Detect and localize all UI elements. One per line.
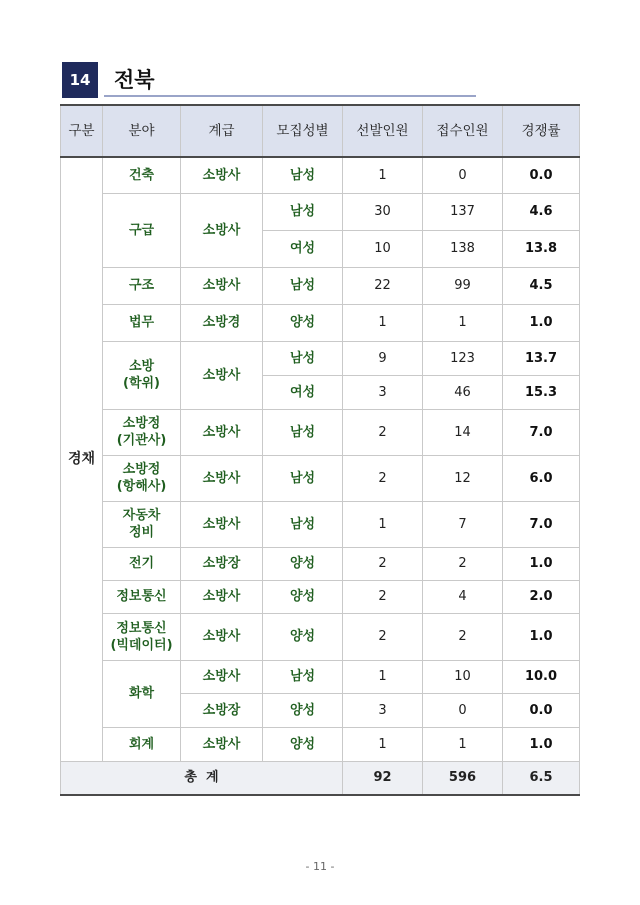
applied-cell: 46	[423, 375, 503, 409]
rank-cell: 소방사	[181, 193, 263, 267]
rank-cell: 소방장	[181, 547, 263, 580]
total-row	[61, 761, 580, 795]
ratio-cell: 10.0	[503, 660, 580, 693]
field-label-line: (빅데이터)	[110, 637, 173, 653]
table-row	[61, 455, 580, 501]
table-row	[61, 341, 580, 375]
total-selected: 92	[343, 761, 423, 795]
section-title: 전북	[114, 68, 155, 92]
field-label-line: 건축	[128, 167, 155, 183]
field-cell	[103, 341, 181, 409]
gender-cell: 남성	[263, 455, 343, 501]
ratio-cell: 6.0	[503, 455, 580, 501]
field-cell	[103, 727, 181, 761]
total-ratio: 6.5	[503, 761, 580, 795]
rank-cell: 소방장	[181, 693, 263, 727]
table-body	[61, 157, 580, 761]
gender-cell: 양성	[263, 613, 343, 660]
selected-cell: 1	[343, 501, 423, 547]
header-rank: 계급	[181, 105, 263, 157]
table-row	[61, 409, 580, 455]
field-cell	[103, 580, 181, 613]
section-underline	[104, 95, 476, 97]
selected-cell: 2	[343, 613, 423, 660]
rank-cell: 소방사	[181, 267, 263, 304]
table-row	[61, 193, 580, 230]
gender-cell: 양성	[263, 693, 343, 727]
selected-cell: 2	[343, 455, 423, 501]
total-label: 총 계	[61, 761, 343, 795]
rank-cell: 소방사	[181, 409, 263, 455]
table-row	[61, 157, 580, 193]
gender-cell: 양성	[263, 304, 343, 341]
rank-cell: 소방사	[181, 613, 263, 660]
gender-cell: 여성	[263, 230, 343, 267]
field-label-line: 정비	[128, 525, 155, 540]
ratio-cell: 1.0	[503, 547, 580, 580]
field-label-line: 소방정	[122, 416, 161, 431]
field-label-line: 정보통신	[116, 620, 167, 636]
table-row	[61, 580, 580, 613]
recruitment-table	[60, 104, 580, 796]
table-row	[61, 660, 580, 693]
field-label-line: 구급	[128, 222, 155, 238]
field-label-line: (기관사)	[116, 433, 167, 448]
ratio-cell: 4.6	[503, 193, 580, 230]
applied-cell: 10	[423, 660, 503, 693]
applied-cell: 12	[423, 455, 503, 501]
gubun-cell: 경채	[61, 157, 103, 761]
field-label-line: 자동차	[122, 508, 161, 523]
field-label-line: (항해사)	[116, 479, 167, 494]
rank-cell: 소방사	[181, 157, 263, 193]
applied-cell: 123	[423, 341, 503, 375]
applied-cell: 137	[423, 193, 503, 230]
applied-cell: 2	[423, 547, 503, 580]
rank-cell: 소방경	[181, 304, 263, 341]
gender-cell: 남성	[263, 660, 343, 693]
field-cell	[103, 547, 181, 580]
rank-cell: 소방사	[181, 660, 263, 693]
field-label-line: 전기	[128, 556, 155, 571]
field-cell	[103, 455, 181, 501]
header-gubun: 구분	[61, 105, 103, 157]
field-label-line: 소방정	[122, 462, 161, 477]
ratio-cell: 7.0	[503, 409, 580, 455]
gender-cell: 남성	[263, 267, 343, 304]
rank-cell: 소방사	[181, 727, 263, 761]
ratio-cell: 13.8	[503, 230, 580, 267]
table-row	[61, 727, 580, 761]
field-label-line: (학위)	[123, 376, 160, 391]
table-row	[61, 304, 580, 341]
ratio-cell: 13.7	[503, 341, 580, 375]
selected-cell: 2	[343, 409, 423, 455]
gender-cell: 남성	[263, 409, 343, 455]
page-number: - 11 -	[305, 860, 335, 873]
header-ratio: 경쟁률	[503, 105, 580, 157]
header-gender: 모집성별	[263, 105, 343, 157]
applied-cell: 7	[423, 501, 503, 547]
section-number-badge: 14	[62, 62, 98, 98]
rank-cell: 소방사	[181, 580, 263, 613]
field-cell	[103, 267, 181, 304]
ratio-cell: 1.0	[503, 613, 580, 660]
selected-cell: 30	[343, 193, 423, 230]
ratio-cell: 2.0	[503, 580, 580, 613]
header-applied: 접수인원	[423, 105, 503, 157]
table-header-row	[61, 105, 580, 157]
selected-cell: 1	[343, 304, 423, 341]
selected-cell: 3	[343, 375, 423, 409]
total-applied: 596	[423, 761, 503, 795]
field-cell	[103, 660, 181, 727]
applied-cell: 2	[423, 613, 503, 660]
header-field: 분야	[103, 105, 181, 157]
gender-cell: 양성	[263, 547, 343, 580]
rank-cell: 소방사	[181, 501, 263, 547]
gender-cell: 여성	[263, 375, 343, 409]
selected-cell: 10	[343, 230, 423, 267]
field-cell	[103, 613, 181, 660]
selected-cell: 22	[343, 267, 423, 304]
selected-cell: 1	[343, 660, 423, 693]
selected-cell: 1	[343, 157, 423, 193]
selected-cell: 2	[343, 580, 423, 613]
ratio-cell: 4.5	[503, 267, 580, 304]
ratio-cell: 7.0	[503, 501, 580, 547]
applied-cell: 99	[423, 267, 503, 304]
field-label-line: 소방	[128, 359, 155, 374]
field-label-line: 화학	[128, 686, 155, 701]
selected-cell: 3	[343, 693, 423, 727]
rank-cell: 소방사	[181, 341, 263, 409]
applied-cell: 0	[423, 693, 503, 727]
gender-cell: 양성	[263, 580, 343, 613]
gender-cell: 양성	[263, 727, 343, 761]
table-row	[61, 267, 580, 304]
ratio-cell: 15.3	[503, 375, 580, 409]
gender-cell: 남성	[263, 341, 343, 375]
applied-cell: 1	[423, 727, 503, 761]
selected-cell: 9	[343, 341, 423, 375]
field-label-line: 회계	[128, 736, 155, 752]
applied-cell: 0	[423, 157, 503, 193]
table-row	[61, 613, 580, 660]
ratio-cell: 1.0	[503, 727, 580, 761]
field-cell	[103, 193, 181, 267]
table-row	[61, 547, 580, 580]
applied-cell: 138	[423, 230, 503, 267]
rank-cell: 소방사	[181, 455, 263, 501]
applied-cell: 14	[423, 409, 503, 455]
field-label-line: 정보통신	[116, 589, 167, 604]
applied-cell: 1	[423, 304, 503, 341]
field-label-line: 법무	[128, 315, 155, 330]
ratio-cell: 1.0	[503, 304, 580, 341]
selected-cell: 2	[343, 547, 423, 580]
header-selected: 선발인원	[343, 105, 423, 157]
field-cell	[103, 409, 181, 455]
ratio-cell: 0.0	[503, 157, 580, 193]
gender-cell: 남성	[263, 157, 343, 193]
selected-cell: 1	[343, 727, 423, 761]
table-row	[61, 501, 580, 547]
field-label-line: 구조	[128, 278, 155, 293]
field-cell	[103, 501, 181, 547]
field-cell	[103, 157, 181, 193]
field-cell	[103, 304, 181, 341]
applied-cell: 4	[423, 580, 503, 613]
gender-cell: 남성	[263, 501, 343, 547]
ratio-cell: 0.0	[503, 693, 580, 727]
gender-cell: 남성	[263, 193, 343, 230]
